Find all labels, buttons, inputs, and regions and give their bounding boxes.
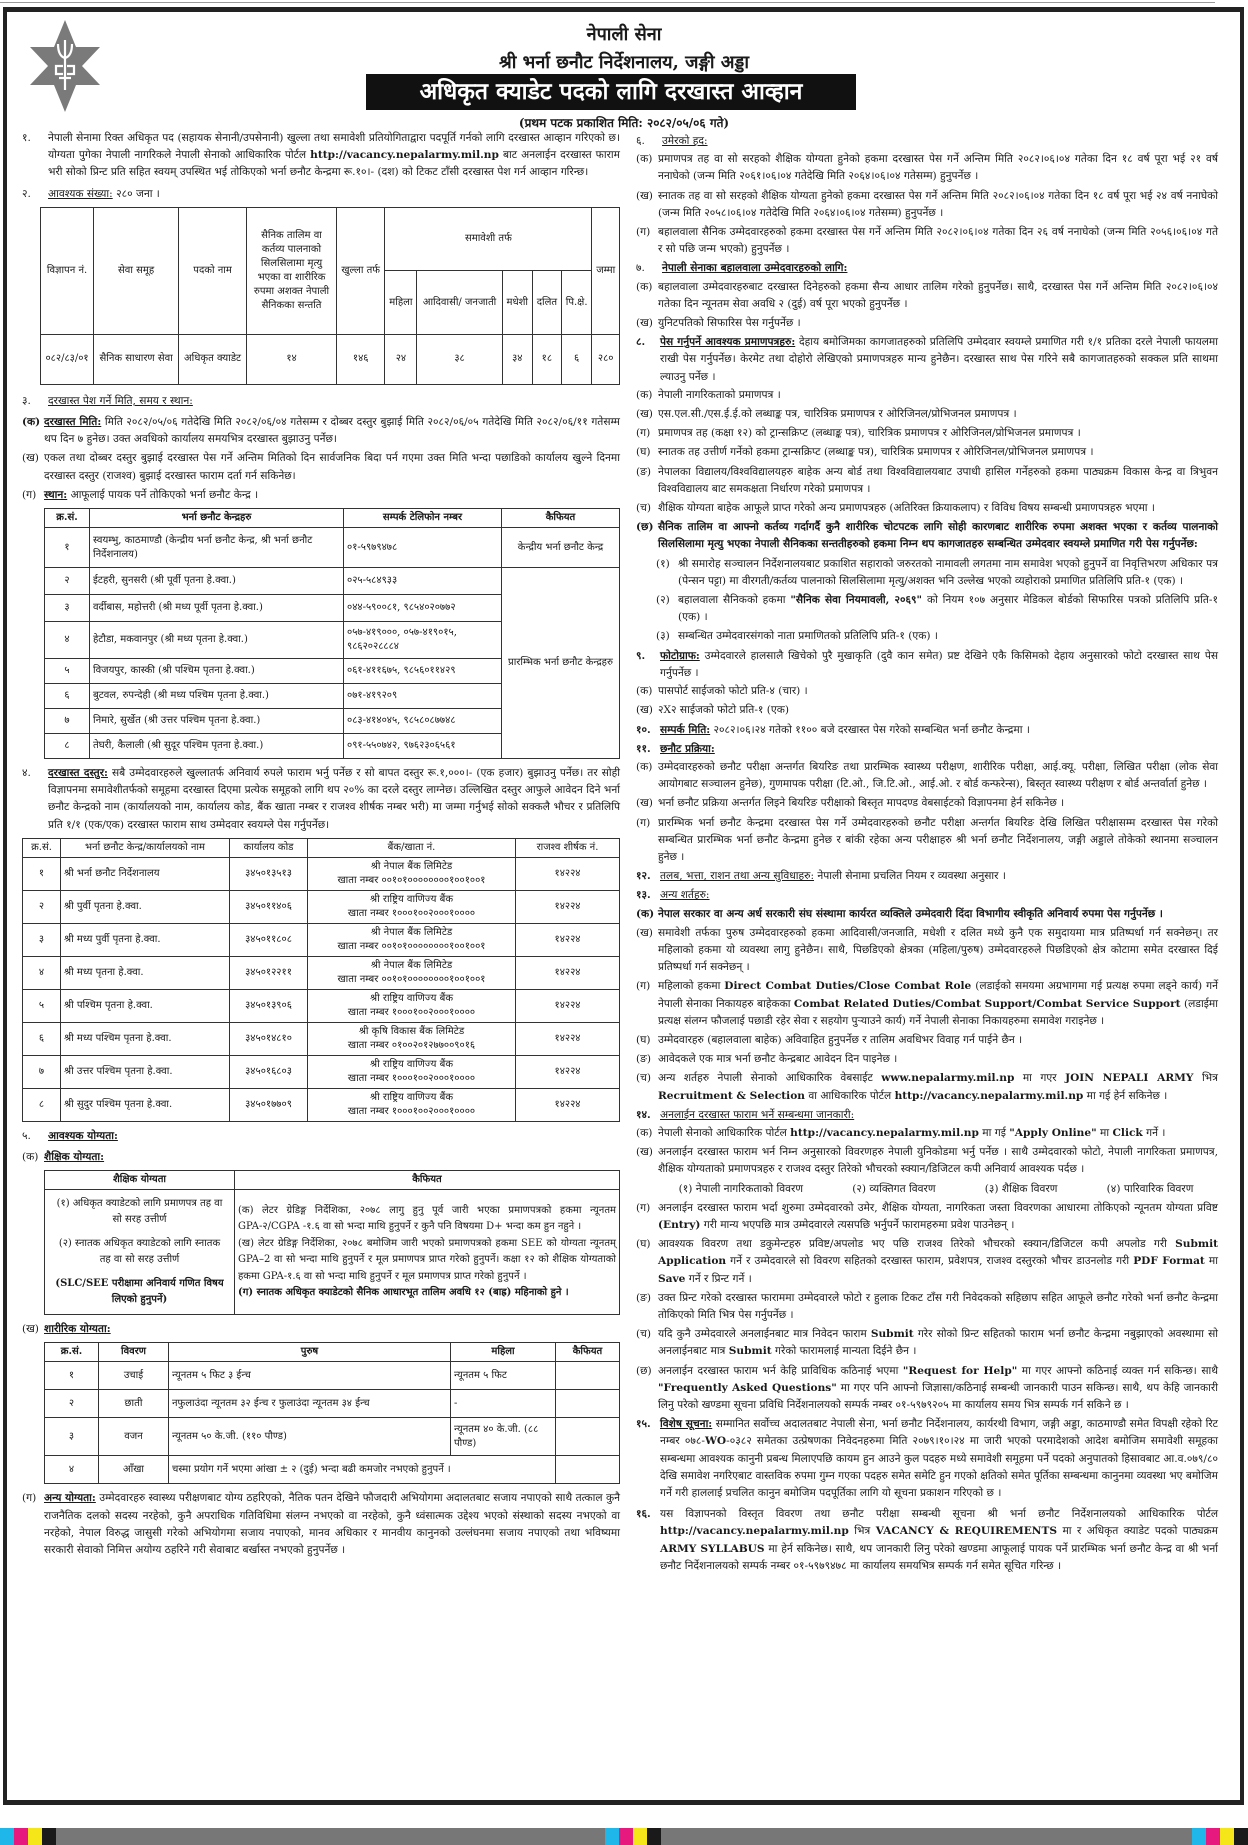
list-item: (ग) महिलाको हकमा Direct Combat Duties/Close Combat Role (लडाईको समयमा अग्रभागमा गई प्रत्यक्ष रुपमा लड्ने कार्य) गर्ने नेपाली सेनाका निकायहरु बाहेकका Combat Related Duties/Combat Support/Combat Service Support (लडाईमा प्रत्यक्ष संलग्न फौजलाई पछाडी रहेर सेवा र सहयोग पुऱ्याउने कार्य) गर्ने नेपाली सेनाका निकायहरुमा समावेश गराइनेछ । bbox=[636, 980, 1218, 1027]
notice-title: अधिकृत क्याडेट पदको लागि दरखास्त आव्हान bbox=[366, 74, 856, 110]
list-item: (च) अन्य शर्तहरु नेपाली सेनाको आधिकारिक वेबसाईट www.nepalarmy.mil.np मा गएर JOIN NEPALI ARMY भित्र Recruitment & Selection वा आधिकारिक पोर्टल http://vacancy.nepalarmy.mil.np मा गई हेर्न सकिनेछ । bbox=[636, 1072, 1218, 1102]
vacancy-portal-link[interactable]: http://vacancy.nepalarmy.mil.np bbox=[310, 149, 499, 162]
section-12: १२. तलब, भत्ता, राशन तथा अन्य सुविधाहरु: नेपाली सेनामा प्रचलित नियम र व्यवस्था अनुसार । bbox=[636, 870, 1006, 883]
table-row: ६ श्री मध्य पश्चिम पृतना हे.क्वा. ३४५०१४८१० श्री कृषि विकास बैंक लिमिटेड खाता नम्बर ०१००२०१२७७००९०१६ १४२२४ bbox=[23, 1022, 620, 1055]
list-item: (ख) समावेशी तर्फका पुरुष उम्मेदवारहरुको हकमा आदिवासी/जनजाति, मधेशी र दलित मध्ये कुनै एक समुदायमा मात्र प्रतिष्पर्धा गर्न सक्नेछन्। तर महिलाको हकमा यो व्यवस्था लागु हुनेछैन। साथै, पिछडिएको क्षेत्रका (महिला/पुरुष) उम्मेदवारहरुले पिछडिएको क्षेत्र कोटामा समेत दरखास्त दिई प्रतिष्पर्धा गर्न सक्नेछन् । bbox=[636, 926, 1218, 974]
section-8: ८. पेस गर्नुपर्ने आवश्यक प्रमाणपत्रहरु: देहाय बमोजिमका कागजातहरुको प्रतिलिपि उम्मेदवार स्वयम्ले प्रमाणित गरी १/१ प्रतिका दरले नेपाली फायलमा राखी पेस गर्नुपर्नेछ। केरमेट तथा दोहोरो लेखिएको प्रमाणपत्रहरु मान्य हुनेछैन। दरखास्त साथ पेस गरिने सबै कागजातहरुको सक्कल प्रति साथमा ल्याउनु पर्नेछ । bbox=[636, 336, 1219, 383]
section-3-ga: (ग) स्थान: आफूलाई पायक पर्ने तोकिएको भर्ना छनौट केन्द्र । bbox=[22, 488, 259, 501]
vacancy-portal-link[interactable]: http://vacancy.nepalarmy.mil.np bbox=[894, 1089, 1084, 1102]
section-13: १३. अन्य शर्तहरु: bbox=[636, 889, 710, 902]
section-3: ३. दरखास्त पेश गर्ने मिति, समय र स्थान: bbox=[22, 394, 193, 407]
table-row: १ स्वयम्भु, काठमाण्डौ (केन्द्रीय भर्ना छनौट केन्द्र, श्री भर्ना छनौट निर्देशनालय) ०१-५९७९४७८ केन्द्रीय भर्ना छनौट केन्द्र bbox=[45, 528, 620, 568]
table-row: ४ आँखा चस्मा प्रयोग गर्ने भएमा आंखा ± २ (दुई) भन्दा बढी कमजोर नभएको हुनुपर्ने । bbox=[45, 1456, 620, 1484]
left-column bbox=[22, 130, 620, 1561]
list-item: (क) बहालवाला उम्मेदवारहरुबाट दरखास्त दिनेहरुको हकमा सैन्य आधार तालिम गरेको हुनुपर्नेछ। साथै, दरखास्त पेस गर्ने अन्तिम मिति २०८२।०६।०४ गतेका दिन न्यूनतम सेवा अवधि २ (दुई) वर्ष पूरा भएको हुनुपर्नेछ । bbox=[636, 280, 1218, 310]
vacancy-table-wrap bbox=[22, 207, 620, 387]
list-item: (क) उम्मेदवारहरुको छनौट परीक्षा अन्तर्गत बियरिङ तथा प्रारम्भिक स्वास्थ्य परीक्षण, शारीरिक परीक्षा, आई.क्यू. परीक्षा, लिखित परीक्षा (लोक सेवा आयोगबाट सञ्चालन हुनेछ), गुणमापक परीक्षा (टि.ओ., जि.टि.ओ., आई.ओ. र बोर्ड कन्फरेन्स), बिस्तृत स्वास्थ्य परीक्षण र बोर्ड अन्तर्वार्ता हुनेछ । bbox=[636, 760, 1218, 791]
list-item: (छ) सैनिक तालिम वा आफ्नो कर्तव्य गर्दागर्दै कुनै शारीरिक चोटपटक लागि सोही कारणबाट शारीरिक रुपमा अशक्त भएका र कर्तव्य पालनाको सिलसिलामा मृत्यु भएका नेपाली सैनिकका सन्ततीहरुको हकमा निम्न थप कागजातहरु सम्बन्धित उम्मेदवार स्वयम्ले प्रमाणित गरी पेस गर्नुपर्नेछ: bbox=[636, 521, 1218, 551]
list-item: (क) प्रमाणपत्र तह वा सो सरहको शैक्षिक योग्यता हुनेको हकमा दरखास्त पेस गर्ने अन्तिम मिति २०८२।०६।०४ गतेका दिन १८ वर्ष पूरा भई २१ वर्ष ननाघेको (जन्म मिति २०६१।०६।०४ गतेदेखि मिति २०६४।०६।०४ गतेसम्म) हुनुपर्नेछ । bbox=[636, 153, 1218, 183]
list-item: (१) श्री समारोह सञ्चालन निर्देशनालयबाट प्रकाशित सहाराको जरुरतको नामावली लगतमा नाम समावेश भएको हुनुपर्ने वा निवृत्तिभरण अधिकार पत्र (पेन्सन पट्टा) मा वीरगती/कर्तव्य पालनाको सिलसिलामा मृत्यु/अशक्त भनि उल्लेख भएको व्यहोराको प्रमाणित प्रतिलिपि प्रति-१ (एक) । bbox=[656, 557, 1218, 587]
print-registration-bar bbox=[0, 1828, 1248, 1845]
top-rule bbox=[0, 2, 1215, 3]
section-14: १४. अनलाईन दरखास्त फाराम भर्ने सम्बन्धमा जानकारी: bbox=[636, 1108, 855, 1121]
table-row: ८ तेघरी, कैलाली (श्री सुदूर पश्चिम पृतना हे.क्वा.) ०९१-५५०७४२, ९७६२३०६५६१ bbox=[45, 734, 620, 759]
section-7: ७. नेपाली सेनाका बहालवाला उम्मेदवारहरुको लागि: bbox=[636, 262, 848, 275]
education-table-wrap bbox=[22, 1170, 620, 1315]
table-row: ८ श्री सुदुर पश्चिम पृतना हे.क्वा. ३४५०१७७०९ श्री राष्ट्रिय वाणिज्य बैंक खाता नम्बर १०००१००२०००१०००० १४२२४ bbox=[23, 1088, 620, 1121]
table-row: ३ वजन न्यूनतम ५० के.जी. (११० पौण्ड) न्यूनतम ४० के.जी. (८८ पौण्ड) bbox=[45, 1418, 620, 1456]
form-sections-list: (१) नेपाली नागरिकताको विवरण (२) व्यक्तिगत विवरण (३) शैक्षिक विवरण (४) पारिवारिक विवरण bbox=[678, 1182, 1194, 1195]
physical-qualification-table: क्र.सं. विवरण पुरुष महिला कैफियत १ उचाई न्यूनतम ५ फिट ३ ईन्च न्यूनतम ५ फिट २ छाती नफुलाउंदा न्यूनतम ३२ ईन्च र फुलाउंदा न्यूनतम ३४ ईन्च - ३ वजन न्यूनतम ५० के.जी. (११० पौण्ड) न्यूनतम ४० के.जी. (८८ पौण्ड) ४ आँखा चस्मा प्रयोग गर्ने भएमा आंखा ± २ (दुई) भन्दा बढी कमजोर नभएको हुनुपर्ने । bbox=[44, 1342, 620, 1484]
table-row: ७ निमारे, सुर्खेत (श्री उत्तर पश्चिम पृतना हे.क्वा.) ०८३-४१४०४५, ९८५८०८७७४८ bbox=[45, 709, 620, 734]
table-row: ४ श्री मध्य पृतना हे.क्वा. ३४५०१२२११ श्री नेपाल बैंक लिमिटेड खाता नम्बर ००१०१००००००००१००१००१ १४२२४ bbox=[23, 956, 620, 989]
org-name: नेपाली सेना bbox=[586, 24, 662, 45]
section-11: ११. छनौट प्रक्रिया: bbox=[636, 742, 715, 755]
list-item: (ङ) उक्त प्रिन्ट गरेको दरखास्त फाराममा उम्मेदवारले फोटो र हुलाक टिकट टाँस गरी निवेदकको सहिछाप सहित आफूले छनौट गरेको भर्ना छनौट केन्द्रमा तोकिएको मिति भित्र पेस गर्नुपर्नेछ । bbox=[636, 1291, 1218, 1321]
section-6: ६. उमेरको हद: bbox=[636, 135, 708, 147]
section-10: १०. सम्पर्क मिति: २०८२।०६।२४ गतेको ११०० बजे दरखास्त पेस गरेको सम्बन्धित भर्ना छनौट केन्द्रमा । bbox=[636, 723, 1030, 736]
table-row: ६ बुटवल, रुपन्देही (श्री मध्य पश्चिम पृतना हे.क्वा.) ०७१-४१९२०९ bbox=[45, 684, 620, 709]
list-item: (ग) बहालवाला सैनिक उम्मेदवारहरुको हकमा दरखास्त पेस गर्ने अन्तिम मिति २०८२।०६।०४ गतेका दिन २६ वर्ष ननाघेको (जन्म मिति २०५६।०६।०४ गते र सो पछि जन्म भएको) हुनुपर्नेछ । bbox=[636, 226, 1218, 256]
table-row: ५ विजयपुर, कास्की (श्री पश्चिम पृतना हे.क्वा.) ०६१-४११६७५, ९८५६०११४२९ bbox=[45, 659, 620, 684]
section-5: ५. आवश्यक योग्यता: bbox=[22, 1129, 118, 1142]
section-3-kha: (ख) एकल तथा दोब्बर दस्तुर बुझाई दरखास्त पेस गर्ने अन्तिम मितिको दिन सार्वजनिक बिदा पर्न गएमा उक्त मिति भन्दा पछाडिको कार्यालय खुल्ने दिनमा दरखास्त दस्तुर (राजश्व) बुझाई दरखास्त फाराम दर्ता गर्न सकिनेछ। bbox=[22, 452, 620, 482]
list-item: (छ) अनलाईन दरखास्त फाराम भर्न केहि प्राविधिक कठिनाई भएमा "Request for Help" मा गएर आफ्नो कठिनाई व्यक्त गर्न सकिन्छ। साथै "Frequently Asked Questions" मा गएर पनि आफ्नो जिज्ञासा/कठिनाई सम्बन्धी जानकारी पाउन सकिन्छ। साथै, थप केहि जानकारी लिनु परेको खण्डमा सूचना प्रविधि निर्देशनालयको सम्पर्क नम्बर ०१-५९७९२०५ मा कार्यालय समय भित्र सम्पर्क गर्न सकिने छ । bbox=[636, 1364, 1219, 1412]
vacancy-table: विज्ञापन नं. सेवा समूह पदको नाम सैनिक तालिम वा कर्तव्य पालनाको सिलसिलामा मृत्यु भएका वा शारीरिक रुपमा अशक्त नेपाली सैनिकका सन्तति खुल्ला तर्फ समावेशी तर्फ जम्मा महिला आदिवासी/ जनजाती मधेशी दलित पि.क्षे. ०८२/८३/०१ सैनिक साधारण सेवा अधिकृत क्याडेट १४ १४६ २४ ३८ ३४ १८ ६ २८० bbox=[40, 207, 620, 385]
section-3-ka: (क) दरखास्त मिति: मिति २०८२/०५/०६ गतेदेखि मिति २०८२/०६/०४ गतेसम्म र दोब्बर दस्तुर बुझाई मिति २०८२/०६/०५ गतेदेखि मिति २०८२/०६/११ गतेसम्म थप दिन ७ हुनेछ। उक्त अवधिको कार्यालय समयभित्र दरखास्त बुझाउनु पर्नेछ। bbox=[22, 416, 620, 446]
list-item: (२) बहालवाला सैनिकको हकमा "सैनिक सेवा नियमावली, २०६९" को नियम १०७ अनुसार मेडिकल बोर्डको सिफारिस पत्रको प्रतिलिपि प्रति-१ (एक) । bbox=[656, 594, 1218, 624]
list-item: (च) शैक्षिक योग्यता बाहेक आफूले प्राप्त गरेको अन्य प्रमाणपत्रहरु (अतिरिक्त क्रियाकलाप) र विविध विषय सम्बन्धी प्रमाणपत्रहरु भएमा । bbox=[636, 502, 1155, 515]
table-row: ४ हेटौडा, मकवानपुर (श्री मध्य पृतना हे.क्वा.) ०५७-४१९०००, ०५७-४१९०१५, ९८६२०२८८८४ bbox=[45, 622, 620, 659]
table-row: ५ श्री पश्चिम पृतना हे.क्वा. ३४५०१३९०६ श्री राष्ट्रिय वाणिज्य बैंक खाता नम्बर १०००१००२०००१०००० १४२२४ bbox=[23, 989, 620, 1022]
list-item: (च) यदि कुनै उम्मेदवारले अनलाईनबाट मात्र निवेदन फाराम Submit गरेर सोको प्रिन्ट सहितको फाराम भर्ना छनौट केन्द्रमा नबुझाएको अवस्थामा सो अनलाईनबाट मात्र Submit गरेको फारामलाई मान्यता दिईने छैन । bbox=[636, 1328, 1218, 1358]
vacancy-portal-link[interactable]: http://vacancy.nepalarmy.mil.np bbox=[660, 1525, 849, 1538]
list-item: (ग) अनलाईन दरखास्त फाराम भर्दा शुरुमा उम्मेदवारको उमेर, शैक्षिक योग्यता, नागरिकता जस्ता विवरणका आधारमा तोकिएको न्यूनतम योग्यता प्रविष्ट (Entry) गरी मान्य भएपछि मात्र उम्मेदवारले त्यसपछि भर्नुपर्ने फारामहरुमा प्रवेश पाउनेछन् । bbox=[636, 1201, 1218, 1231]
table-row: २ ईटहरी, सुनसरी (श्री पूर्वी पृतना हे.क्वा.) ०२५-५८४९३३ प्रारम्भिक भर्ना छनौट केन्द्रहरु bbox=[45, 568, 620, 595]
list-item: (ग) प्रमाणपत्र तह (कक्षा १२) को ट्रान्सक्रिप्ट (लब्धाङ्क पत्र), चारित्रिक प्रमाणपत्र र ओरिजिनल/प्रोभिजनल प्रमाणपत्र । bbox=[636, 427, 1081, 440]
section-2: २. आवश्यक संख्या: २८० जना । bbox=[22, 187, 160, 200]
publication-date: (प्रथम पटक प्रकाशित मिति: २०८२/०५/०६ गते) bbox=[518, 116, 730, 130]
list-item: (ग) प्रारम्भिक भर्ना छनौट केन्द्रमा दरखास्त पेस गर्ने उम्मेदवारहरुको छनौट परीक्षा अन्तर्गत बियरिङ देखि लिखित परीक्षासम्म दरखास्त पेस गरेको सम्बन्धित प्रारम्भिक भर्ना छनौट केन्द्रमा हुनेछ र बांकी रहेका अन्य परीक्षाहरु श्री भर्ना छनौट निर्देशनालय, जङ्गी अड्डाले तोकेको स्थानमा सञ्चालन हुनेछ । bbox=[636, 816, 1218, 863]
list-item: (ङ) आवेदकले एक मात्र भर्ना छनौट केन्द्रबाट आवेदन दिन पाइनेछ । bbox=[636, 1053, 898, 1066]
nepal-army-website-link[interactable]: www.nepalarmy.mil.np bbox=[881, 1072, 1015, 1085]
list-item: (क) पासपोर्ट साईजको फोटो प्रति-४ (चार) । bbox=[636, 685, 808, 698]
section-1: १. नेपाली सेनामा रिक्त अधिकृत पद (सहायक सेनानी/उपसेनानी) खुल्ला तथा समावेशी प्रतियोगिताद्वारा पदपूर्ति गर्नको लागि दरखास्त आव्हान गरिएको छ। योग्यता पुगेका नेपाली नागरिकले नेपाली सेनाको आधिकारिक पोर्टल http://vacancy.nepalarmy.mil.np बाट अनलाईन दरखास्त फाराम भरी सोको प्रिन्ट प्रति सहित स्वयम् उपस्थित भई तोकिएको भर्ना छनौट केन्द्रमा रू.१०।- (दश) को टिकट टाँसी दरखास्त पेश गर्न आव्हान गरिन्छ। bbox=[22, 132, 620, 179]
list-item: (ख) भर्ना छनौट प्रक्रिया अन्तर्गत लिइने बियरिङ परीक्षाको बिस्तृत मापदण्ड वेबसाईटको विज्ञापनमा हेर्न सकिनेछ । bbox=[636, 797, 1065, 810]
section-5-ka: (क) शैक्षिक योग्यता: bbox=[22, 1151, 105, 1164]
list-item: (ख) एस.एल.सी./एस.ई.ई.को लब्धाङ्क पत्र, चारित्रिक प्रमाणपत्र र ओरिजिनल/प्रोभिजनल प्रमाणपत्र । bbox=[636, 408, 1017, 421]
fees-table-wrap bbox=[22, 838, 620, 1122]
list-item: (ख) २X२ साईजको फोटो प्रति-१ (एक) bbox=[636, 704, 790, 717]
list-item: (क) नेपाली सेनाको आधिकारिक पोर्टल http://vacancy.nepalarmy.mil.np मा गई "Apply Online" मा Click गर्ने । bbox=[636, 1126, 1166, 1139]
section-5-kha: (ख) शारीरिक योग्यता: bbox=[22, 1323, 111, 1336]
notice-header bbox=[0, 10, 1248, 110]
physical-table-wrap bbox=[22, 1342, 620, 1484]
list-item: (क) नेपाली नागरिकताको प्रमाणपत्र । bbox=[636, 388, 781, 401]
table-row: १ उचाई न्यूनतम ५ फिट ३ ईन्च न्यूनतम ५ फिट bbox=[45, 1362, 620, 1390]
centers-table-wrap bbox=[22, 508, 620, 759]
directorate-name: श्री भर्ना छनौट निर्देशनालय, जङ्गी अड्डा bbox=[499, 52, 749, 73]
table-row: ३ श्री मध्य पुर्वी पृतना हे.क्वा. ३४५०११८०८ श्री नेपाल बैंक लिमिटेड खाता नम्बर ००१०१००००००००१००१००१ १४२२४ bbox=[23, 923, 620, 956]
list-item: (३) सम्बन्धित उम्मेदवारसंगको नाता प्रमाणितको प्रतिलिपि प्रति-१ (एक) । bbox=[656, 630, 938, 643]
table-row: २ श्री पुर्वी पृतना हे.क्वा. ३४५०११४०६ श्री राष्ट्रिय वाणिज्य बैंक खाता नम्बर १०००१००२०००१०००० १४२२४ bbox=[23, 890, 620, 923]
list-item: (घ) स्नातक तह उत्तीर्ण गर्नेको हकमा ट्रान्सक्रिप्ट (लब्धाङ्क पत्र), चारित्रिक प्रमाणपत्र र ओरिजिनल/प्रोभिजनल प्रमाणपत्र । bbox=[636, 446, 1094, 459]
table-row: २ छाती नफुलाउंदा न्यूनतम ३२ ईन्च र फुलाउंदा न्यूनतम ३४ ईन्च - bbox=[45, 1390, 620, 1418]
table-row: ७ श्री उत्तर पश्चिम पृतना हे.क्वा. ३४५०१६८०३ श्री राष्ट्रिय वाणिज्य बैंक खाता नम्बर १०००१००२०००१०००० १४२२४ bbox=[23, 1055, 620, 1088]
section-5-ga: (ग) अन्य योग्यता: उम्मेदवारहरु स्वास्थ्य परीक्षणबाट योग्य ठहरिएको, नैतिक पतन देखिने फौजदारी अभियोगमा अदालतबाट सजाय नपाएको साथै तत्काल कुनै राजनैतिक दलको सदस्य नरहेको, कुनै अपराधिक गतिविधिमा संलग्न नभएको वा नरहेको, कुनै ध्वंसात्मक उद्देश्य भएको संस्थाको सदस्य नभएको वा नरहेको, नेपाल विरुद्ध जासुसी गरेको अभियोगमा सजाय नपाएको, मानव अधिकार र मानवीय कानुनको उल्लंघनमा सजाय नपाएको तथा भविष्यमा सरकारी सेवाको निमित्त अयोग्य ठहरिने गरी सेवाबाट बर्खास्त नभएको हुनुपर्नेछ । bbox=[22, 1492, 621, 1557]
right-column bbox=[636, 133, 1218, 1579]
section-15: १५. विशेष सूचना: सम्मानित सर्वोच्च अदालतबाट नेपाली सेना, भर्ना छनौट निर्देशनालय, कार्यरथी विभाग, जङ्गी अड्डा, काठमाण्डौ समेत विपक्षी रहेको रिट नम्बर ०७८-WO-०३८२ समेतका उत्प्रेषणका निवेदनहरुमा मिति २०७९।१०।२४ मा जारी भएको परमादेशको आदेश बमोजिम समावेशी समूहका सम्बन्धमा आवश्यक कानुनी प्रबन्ध मिलाएपछि कायम हुन आउने कुल पदहरु मध्ये समावेशी समूहमा पर्ने पदको अनुपातको हिसावबाट आ.व.०७९/८० देखि समावेश नगरिएबाट वास्तविक रुपमा गुम्न गएका पदहरु समेत समेटि हुन गएको क्षतिको समेत पूर्तिका सम्बन्धमा कानुनमा व्यवस्था भए बमोजिम गर्ने गरी हाललाई प्रचलित कानुन बमोजिम पदपूर्तिका लागि यो सूचना प्रकाशन गरिएको छ । bbox=[636, 1418, 1218, 1500]
list-item: (ङ) नेपालका विद्यालय/विश्वविद्यालयहरु बाहेक अन्य बोर्ड तथा विश्वविद्यालयबाट उपाधी हासिल गर्नेहरुको हकमा पाठ्यक्रम विकास केन्द्र वा त्रिभुवन विश्वविद्यालय बाट समकक्षता निर्धारण गरेको प्रमाणपत्र । bbox=[636, 465, 1218, 495]
list-item: (ख) स्नातक तह वा सो सरहको शैक्षिक योग्यता हुनेको हकमा दरखास्त पेस गर्ने अन्तिम मिति २०८२।०६।०४ गतेका दिन १८ वर्ष पूरा भई २४ वर्ष ननाघेको (जन्म मिति २०५८।०६।०४ गतेदेखि मिति २०६४।०६।०४ गतेसम्म) हुनुपर्नेछ । bbox=[636, 189, 1218, 219]
section-16: १६. यस विज्ञापनको विस्तृत विवरण तथा छनौट परीक्षा सम्बन्धी सूचना श्री भर्ना छनौट निर्देशनालयको आधिकारिक पोर्टल http://vacancy.nepalarmy.mil.np भित्र VACANCY & REQUIREMENTS मा र अधिकृत क्याडेट पदको पाठ्यक्रम ARMY SYLLABUS मा हेर्न सकिनेछ। साथै, थप जानकारी लिनु परेको खण्डमा आफूलाई पायक पर्ने प्रारम्भिक भर्ना छनौट केन्द्र वा श्री भर्ना छनौट निर्देशनालयको सम्पर्क नम्बर ०१-५९७९४७८ मा कार्यालय समयभित्र सम्पर्क गर्न समेत सूचित गरिन्छ । bbox=[636, 1508, 1218, 1572]
table-row: ०८२/८३/०१ सैनिक साधारण सेवा अधिकृत क्याडेट १४ १४६ २४ ३८ ३४ १८ ६ २८० bbox=[41, 334, 620, 384]
fee-deposit-table: क्र.सं. भर्ना छनौट केन्द्र/कार्यालयको नाम कार्यालय कोड बैंक/खाता नं. राजश्व शीर्षक नं. १ श्री भर्ना छनौट निर्देशनालय ३४५०१३५१३ श्री नेपाल बैंक लिमिटेड खाता नम्बर ००१०१००००००००१००१००१ १४२२४ २ श्री पुर्वी पृतना हे.क्वा. ३४५०११४०६ श्री राष्ट्रिय वाणिज्य बैंक खाता नम्बर १०००१००२०००१०००० १४२२४ ३ श्री मध्य पुर्वी पृतना हे.क्वा. ३४५०११८०८ श्री नेपाल बैंक लिमिटेड खाता नम्बर ००१०१००००००००१००१००१ १४२२४ ४ श्री मध्य पृतना हे.क्वा. ३४५०१२२११ श्री नेपाल बैंक लिमिटेड खाता नम्बर ००१०१००००००००१००१००१ १४२२४ ५ श्री पश्चिम पृतना हे.क्वा. ३४५०१३९०६ श्री राष्ट्रिय वाणिज्य बैंक खाता नम्बर १०००१००२०००१०००० १४२२४ ६ श्री मध्य पश्चिम पृतना हे.क्वा. ३४५०१४८१० श्री कृषि विकास बैंक लिमिटेड खाता नम्बर ०१००२०१२७७००९०१६ १४२२४ ७ श्री उत्तर पश्चिम पृतना हे.क्वा. ३४५०१६८०३ श्री राष्ट्रिय वाणिज्य बैंक खाता नम्बर १०००१००२०००१०००० १४२२४ ८ श्री सुदुर पश्चिम पृतना हे.क्वा. ३४५०१७७०९ श्री राष्ट्रिय वाणिज्य बैंक खाता नम्बर १०००१००२०००१०००० १४२२४ bbox=[22, 838, 620, 1122]
table-row: ३ वर्दीबास, महोत्तरी (श्री मध्य पूर्वी पृतना हे.क्वा.) ०४४-५९००८१, ९८५४०२०७७२ bbox=[45, 595, 620, 622]
table-row: १ श्री भर्ना छनौट निर्देशनालय ३४५०१३५१३ श्री नेपाल बैंक लिमिटेड खाता नम्बर ००१०१००००००००१००१००१ १४२२४ bbox=[23, 857, 620, 890]
section-9: ९. फोटोग्राफ: उम्मेदवारले हालसालै खिचेको पुरै मुखाकृति (दुवै कान समेत) प्रष्ट देखिने एकै किसिमको देहाय अनुसारको फोटो दरखास्त साथ पेस गर्नुपर्नेछ । bbox=[636, 649, 1218, 679]
vacancy-portal-link[interactable]: http://vacancy.nepalarmy.mil.np bbox=[790, 1126, 979, 1139]
list-item: (घ) आवश्यक विवरण तथा डकुमेन्टहरु प्रविष्ट/अपलोड भए पछि राजश्व तिरेको भौचरको स्क्यान/डिजिटल कपी अपलोड गरी Submit Application गर्ने र उम्मेदवारले सो विवरण सहितको दरखास्त फाराम, प्रवेशपत्र, राजश्व दस्तुरको भौचर डाउनलोड गरी PDF Format मा Save गर्ने र प्रिन्ट गर्ने । bbox=[636, 1238, 1218, 1285]
section-4: ४. दरखास्त दस्तुर: सबै उम्मेदवारहरुले खुल्लातर्फ अनिवार्य रुपले फाराम भर्नु पर्नेछ र सो बापत दस्तुर रू.१,०००।- (एक हजार) बुझाउनु पर्नेछ। तर सोही विज्ञापनमा समावेशीतर्फको समूहमा दरखास्त दिएमा प्रत्येक समूहको लागि थप २०% का दरले दस्तुर लाग्नेछ। उल्लिखित दस्तुर आफुले आवेदन दिने भर्ना छनौट केन्द्रको नाम (कार्यालयको नाम, कार्यालय कोड, बैंक खाता नम्बर र राजश्व शीर्षक नम्बर भरी) मा जम्मा गर्नुभई सोको सक्कलै भौचर र प्रतिलिपि प्रति १/१ (एक/एक) दरखास्त फाराम साथ उम्मेदवार स्वयम्ले पेस गर्नुपर्नेछ। bbox=[22, 767, 620, 831]
recruitment-centers-table: क्र.सं. भर्ना छनौट केन्द्रहरु सम्पर्क टेलिफोन नम्बर कैफियत १ स्वयम्भु, काठमाण्डौ (केन्द्रीय भर्ना छनौट केन्द्र, श्री भर्ना छनौट निर्देशनालय) ०१-५९७९४७८ केन्द्रीय भर्ना छनौट केन्द्र २ ईटहरी, सुनसरी (श्री पूर्वी पृतना हे.क्वा.) ०२५-५८४९३३ प्रारम्भिक भर्ना छनौट केन्द्रहरु ३ वर्दीबास, महोत्तरी (श्री मध्य पूर्वी पृतना हे.क्वा.) ०४४-५९००८१, ९८५४०२०७७२ ४ हेटौडा, मकवानपुर (श्री मध्य पृतना हे.क्वा.) ०५७-४१९०००, ०५७-४१९०१५, ९८६२०२८८८४ ५ विजयपुर, कास्की (श्री पश्चिम पृतना हे.क्वा.) ०६१-४११६७५, ९८५६०११४२९ ६ बुटवल, रुपन्देही (श्री मध्य पश्चिम पृतना हे.क्वा.) ०७१-४१९२०९ ७ निमारे, सुर्खेत (श्री उत्तर पश्चिम पृतना हे.क्वा.) ०८३-४१४०४५, ९८५८०८७७४८ ८ तेघरी, कैलाली (श्री सुदूर पश्चिम पृतना हे.क्वा.) ०९१-५५०७४२, ९७६२३०६५६१ bbox=[44, 508, 620, 759]
list-item: (क) नेपाल सरकार वा अन्य अर्ध सरकारी संघ संस्थामा कार्यरत व्यक्तिले उम्मेदवारी दिंदा विभागीय स्वीकृति अनिवार्य रुपमा पेस गर्नुपर्नेछ । bbox=[636, 907, 1163, 920]
list-item: (ख) युनिटपतिको सिफारिस पेस गर्नुपर्नेछ । bbox=[636, 317, 801, 330]
list-item: (घ) उम्मेदवारहरु (बहालवाला बाहेक) अविवाहित हुनुपर्नेछ र तालिम अवधिभर विवाह गर्न पाईने छैन । bbox=[636, 1033, 1023, 1046]
list-item: (ख) अनलाईन दरखास्त फाराम भर्न निम्न अनुसारको विवरणहरु नेपाली युनिकोडमा भर्नु पर्नेछ । साथै उम्मेदवारको फोटो, नेपाली नागरिकता प्रमाणपत्र, शैक्षिक योग्यताको प्रमाणपत्रहरु र राजश्व दस्तुर तिरेको भौचरको स्क्यान/डिजिटल कपी अनिवार्य आवश्यक पर्दछ । bbox=[636, 1146, 1218, 1176]
table-row: (१) अधिकृत क्याडेटको लागि प्रमाणपत्र तह वा सो सरह उत्तीर्ण (२) स्नातक अधिकृत क्याडेटको लागि स्नातक तह वा सो सरह उत्तीर्ण (SLC/SEE परीक्षामा अनिवार्य गणित विषय लिएको हुनुपर्ने) (क) लेटर ग्रेडिङ्ग निर्देशिका, २०७८ लागु हुनु पूर्व जारी भएका प्रमाणपत्रको हकमा न्यूनतम GPA-२/CGPA -१.६ वा सो भन्दा माथि हुनुपर्ने र कुनै पनि विषयमा D+ भन्दा कम हुन नहुने । (ख) लेटर ग्रेडिङ्ग निर्देशिका, २०७८ बमोजिम जारी भएको प्रमाणपत्रको हकमा SEE को योग्यता न्यूनतम् GPA–2 वा सो भन्दा माथि हुनुपर्ने र मूल प्रमाणपत्र प्राप्त गरेको हुनुपर्ने। कक्षा १२ को शैक्षिक योग्यताको हकमा GPA-१.६ वा सो भन्दा माथि हुनुपर्ने र मूल प्रमाणपत्र प्राप्त गरेको हुनुपर्ने । (ग) स्नातक अधिकृत क्याडेटको सैनिक आधारभूत तालिम अवधि १२ (बाह्र) महिनाको हुने । bbox=[45, 1190, 620, 1315]
education-qualification-table: शैक्षिक योग्यता कैफियत (१) अधिकृत क्याडेटको लागि प्रमाणपत्र तह वा सो सरह उत्तीर्ण (२) स्नातक अधिकृत क्याडेटको लागि स्नातक तह वा सो सरह उत्तीर्ण (SLC/SEE परीक्षामा अनिवार्य गणित विषय लिएको हुनुपर्ने) (क) लेटर ग्रेडिङ्ग निर्देशिका, २०७८ लागु हुनु पूर्व जारी भएका प्रमाणपत्रको हकमा न्यूनतम GPA-२/CGPA -१.६ वा सो भन्दा माथि हुनुपर्ने र कुनै पनि विषयमा D+ भन्दा कम हुन नहुने । (ख) लेटर ग्रेडिङ्ग निर्देशिका, २०७८ बमोजिम जारी भएको प्रमाणपत्रको हकमा SEE को योग्यता न्यूनतम् GPA–2 वा सो भन्दा माथि हुनुपर्ने र मूल प्रमाणपत्र प्राप्त गरेको हुनुपर्ने। कक्षा १२ को शैक्षिक योग्यताको हकमा GPA-१.६ वा सो भन्दा माथि हुनुपर्ने र मूल प्रमाणपत्र प्राप्त गरेको हुनुपर्ने । (ग) स्नातक अधिकृत क्याडेटको सैनिक आधारभूत तालिम अवधि १२ (बाह्र) महिनाको हुने । bbox=[44, 1170, 620, 1315]
